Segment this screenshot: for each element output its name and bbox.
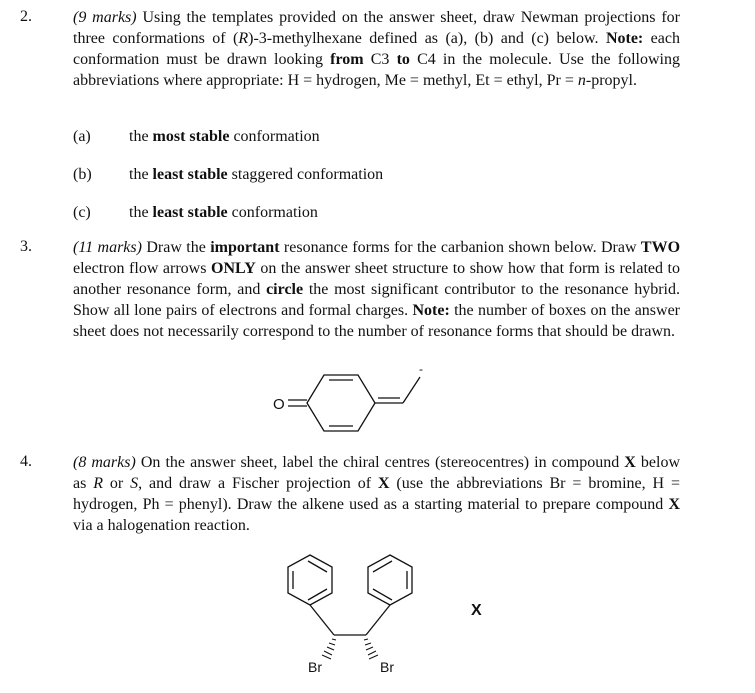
q3-text-6: the number of boxes on the answer sheet does not necessarily correspond to the number of resonance forms that should be drawn. <box>73 302 680 340</box>
bond-ring-to-c1 <box>310 605 334 635</box>
question-3-text <box>73 237 680 342</box>
bromine-label-right: Br <box>380 659 394 675</box>
part-label: (c) <box>73 204 91 221</box>
q3-important: important <box>210 239 280 256</box>
q3-text-2: resonance forms for the carbanion shown below. Draw <box>279 239 641 256</box>
q4-s: S <box>130 475 139 492</box>
q2-text-3: each conformation must be drawn looking <box>73 30 680 68</box>
q4-text-2: below as <box>73 454 681 492</box>
q2-part-a <box>73 128 320 146</box>
q2-r-config: R <box>238 30 249 47</box>
question-3-number: 3. <box>20 238 32 255</box>
q3-text-3: electron flow arrows <box>73 260 212 277</box>
part-label: (b) <box>73 166 92 183</box>
compound-x-structure <box>250 545 440 685</box>
part-pre: the <box>129 204 153 221</box>
q4-r: R <box>93 475 104 492</box>
q4-compound-ref-1: X <box>624 454 636 471</box>
q4-text-5: (use the abbreviations Br = bromine, H = hydrogen, Ph = phenyl). Draw the alkene used as a starting material to prepare compound <box>73 475 681 513</box>
part-post: staggered conformation <box>227 166 384 183</box>
q4-compound-ref-3: X <box>668 496 680 513</box>
part-post: conformation <box>229 128 320 145</box>
oxygen-atom: O <box>273 396 285 413</box>
q4-compound-ref-2: X <box>377 475 390 492</box>
negative-charge: - <box>419 362 423 376</box>
q2-part-c <box>73 204 318 222</box>
q2-n-prefix: n <box>577 72 586 89</box>
part-emphasis: least stable <box>152 204 228 221</box>
question-4-text <box>73 452 680 536</box>
part-emphasis: least stable <box>152 166 228 183</box>
q4-text-6: via a halogenation reaction. <box>73 517 250 534</box>
q4-marks: (8 marks) <box>73 454 136 471</box>
q4-text-1: On the answer sheet, label the chiral centres (stereocentres) in compound <box>135 454 625 471</box>
question-2-text <box>73 7 680 91</box>
q2-marks: (9 marks) <box>73 9 137 26</box>
part-label: (a) <box>73 128 91 145</box>
part-emphasis: most stable <box>152 128 230 145</box>
q3-two: TWO <box>640 239 681 256</box>
hashed-wedge-left <box>322 639 336 659</box>
q3-only: ONLY <box>211 260 256 277</box>
q4-text-4: , and draw a Fischer projection of <box>138 475 378 492</box>
compound-x-label: X <box>471 602 482 619</box>
q3-text-1: Draw the <box>141 239 211 256</box>
part-post: conformation <box>227 204 318 221</box>
q2-from: from <box>330 51 364 68</box>
hashed-wedge-right <box>364 639 378 659</box>
bromine-label-left: Br <box>308 659 322 675</box>
bond-c2-to-ring <box>366 605 390 635</box>
q3-marks: (11 marks) <box>73 239 142 256</box>
terminal-bond <box>403 377 420 403</box>
carbanion-structure <box>270 360 440 440</box>
q3-text-5: the most significant contributor to the resonance hybrid. Show all lone pairs of electrons and formal charges. <box>73 281 680 319</box>
q3-note-label: Note: <box>412 302 450 319</box>
right-ring-double-2 <box>373 589 392 600</box>
q2-note-label: Note: <box>605 30 644 47</box>
q4-text-3: or <box>103 475 131 492</box>
q2-text-6: -propyl. <box>585 72 637 89</box>
ring-bonds <box>307 375 375 431</box>
q2-text-1: Using the templates provided on the answer sheet, draw Newman projections for three conformations of ( <box>73 9 681 47</box>
part-pre: the <box>129 128 153 145</box>
q2-text-4: C3 <box>363 51 397 68</box>
q2-to: to <box>396 51 410 68</box>
question-4-number: 4. <box>20 453 32 470</box>
q3-circle: circle <box>266 281 304 298</box>
question-2-number: 2. <box>20 8 32 25</box>
q2-text-2: )-3-methylhexane defined as (a), (b) and (c) below. <box>248 30 606 47</box>
q3-text-4: on the answer sheet structure to show how that form is related to another resonance form, and <box>73 260 681 298</box>
q2-part-b <box>73 166 383 184</box>
left-ring-double-2 <box>308 589 327 600</box>
part-pre: the <box>129 166 153 183</box>
q2-text-5: C4 in the molecule. Use the following abbreviations where appropriate: H = hydrogen, Me = methyl, Et = ethyl, Pr = <box>73 51 681 89</box>
